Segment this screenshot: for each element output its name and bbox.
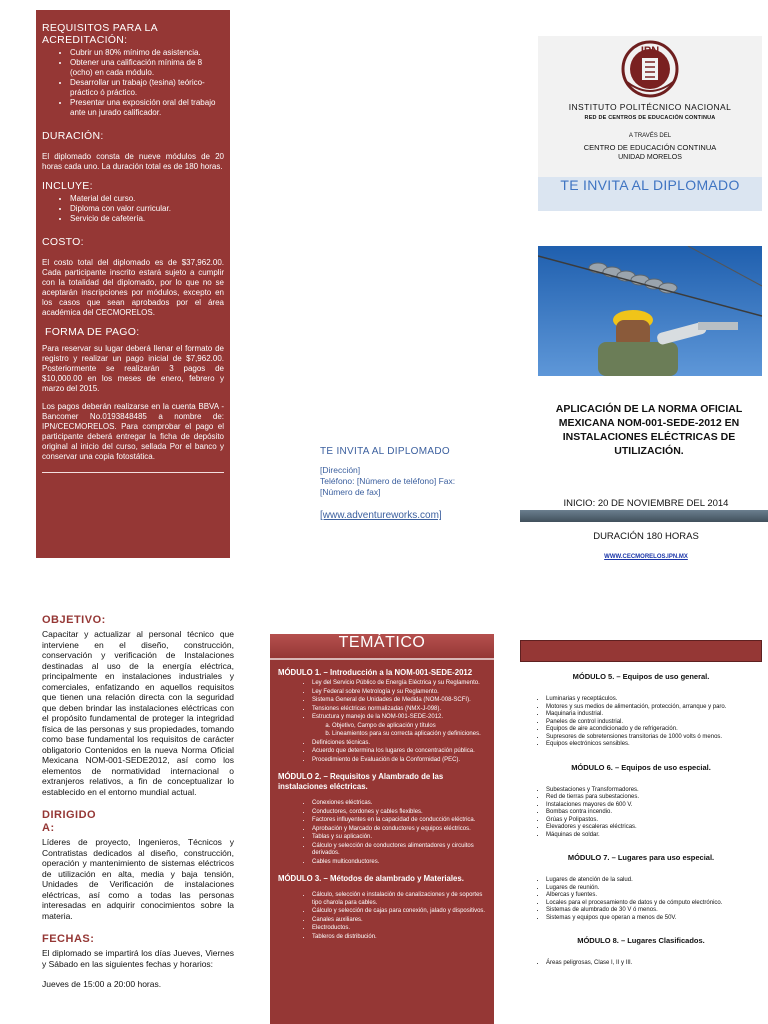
list-item: • Tablas y su aplicación. — [312, 834, 486, 842]
list-item: • Conductores, cordones y cables flexibles. — [312, 809, 486, 817]
network-name: RED DE CENTROS DE EDUCACIÓN CONTINUA — [584, 115, 716, 121]
module-5-title: MÓDULO 5. – Equipos de uso general. — [572, 672, 710, 681]
list-item: • Conexiones eléctricas. — [312, 800, 486, 808]
list-item: • Aprobación y Marcado de conductores y equipos eléctricos. — [312, 826, 486, 834]
list-item: a. Objetivo, Campo de aplicación y títulos — [332, 723, 486, 731]
address-placeholder: [Dirección] — [320, 465, 361, 475]
website-link-cecmorelos[interactable]: WWW.CECMORELOS.IPN.MX — [604, 554, 688, 560]
list-item: • Instalaciones mayores de 600 V. — [546, 802, 762, 810]
module-7-title: MÓDULO 7. – Lugares para uso especial. — [567, 853, 715, 862]
invite-banner: TE INVITA AL DIPLOMADO — [538, 177, 762, 211]
syllabus-panel — [270, 634, 494, 1024]
institute-header — [538, 36, 762, 211]
list-item: • Grúas y Polipastos. — [546, 817, 762, 825]
divider — [42, 472, 224, 473]
list-item: • Luminarias y receptáculos. — [546, 696, 762, 704]
objetivo-heading: OBJETIVO: — [42, 614, 106, 626]
list-item: • Paneles de control industrial. — [546, 719, 762, 727]
list-item: • Elevadores y escaleras eléctricas. — [546, 824, 762, 832]
requirements-panel — [36, 10, 230, 558]
horario-text: Jueves de 15:00 a 20:00 horas. — [42, 979, 162, 989]
start-date-text: INICIO: 20 DE NOVIEMBRE DEL 2014 — [563, 498, 729, 509]
requisitos-list — [42, 48, 224, 118]
objetivo-text: Capacitar y actualizar al personal técnico que interviene en el diseño, construcción, conservación y verificación de Instalaciones destinadas al uso de la energía eléctrica, principalmente en instalaciones industriales y comerciales, enfatizando en aquellos requisitos que tienen una relación directa con la seguridad que deben brindar las instalaciones eléctricas con el propósito fundamental de proteger la integridad física de las personas y sus propiedades, tomando como base fundamental los requisitos de carácter obligatorio Contenidos en la nueva Norma Oficial Mexicana NOM-001-SEDE2012, así como los elementos de normatividad internacional o extranjeros relativos, a fin de conceptualizar lo establecido en el entorno mundial actual. — [42, 629, 234, 797]
list-item: • Motores y sus medios de alimentación, protección, arranque y paro. — [546, 704, 762, 712]
list-item-text: Estructura y manejo de la NOM-001-SEDE-2012. — [312, 714, 444, 720]
list-item: • Factores influyentes en la capacidad de conducción eléctrica. — [312, 817, 486, 825]
duracion-heading: DURACIÓN: — [42, 130, 104, 142]
dirigido-heading: DIRIGIDO A: — [42, 809, 97, 834]
contact-invite: TE INVITA AL DIPLOMADO — [320, 446, 450, 457]
list-item: • Máquinas de soldar. — [546, 832, 762, 840]
list-item: • Sistemas de alumbrado de 30 V ó menos. — [546, 907, 762, 915]
list-item: • Cables multiconductores. — [312, 859, 486, 867]
start-date — [528, 498, 764, 509]
module-3-title: MÓDULO 3. – Métodos de alambrado y Materiales. — [278, 874, 464, 883]
course-title: APLICACIÓN DE LA NORMA OFICIAL MEXICANA NOM-001-SEDE-2012 EN INSTALACIONES ELÉCTRICAS DE UTILIZACIÓN. — [555, 403, 743, 457]
module-3-list — [270, 892, 494, 941]
unit-name: UNIDAD MORELOS — [618, 154, 682, 161]
module-8-title: MÓDULO 8. – Lugares Clasificados. — [577, 936, 705, 945]
module-2-list — [270, 800, 494, 866]
list-item: • Obtener una calificación mínima de 8 (ocho) en cada módulo. — [70, 58, 224, 78]
list-item: • Cálculo y selección de conductores alimentadores y circuitos derivados. — [312, 843, 486, 858]
phone-placeholder: Teléfono: [Número de teléfono] Fax: [Número de fax] — [320, 476, 456, 497]
module-2-title: MÓDULO 2. – Requisitos y Alambrado de las instalaciones eléctricas. — [278, 772, 444, 791]
requisitos-heading: REQUISITOS PARA LA ACREDITACIÓN: — [42, 22, 158, 46]
list-item: • Cálculo y selección de cajas para conexión, jalado y dispositivos. — [312, 908, 486, 916]
modules-column — [520, 640, 762, 968]
modules-header-bar — [520, 640, 762, 662]
list-item: • Bombas contra incendio. — [546, 809, 762, 817]
fechas-text: El diplomado se impartirá los días Jueves, Viernes y Sábado en las siguientes fechas y horarios: — [42, 948, 234, 969]
module-5-list — [520, 696, 762, 749]
module-7-list — [520, 877, 762, 922]
list-item: • Tableros de distribución. — [312, 934, 486, 942]
list-item: • Material del curso. — [70, 194, 224, 204]
ipn-logo — [619, 38, 681, 98]
list-item: • Desarrollar un trabajo (tesina) teórico-práctico ó práctico. — [70, 78, 224, 98]
list-item: • Cubrir un 80% mínimo de asistencia. — [70, 48, 224, 58]
module-1-sublist — [312, 723, 486, 739]
list-item: • Cálculo, selección e instalación de canalizaciones y de soportes tipo charola para cables. — [312, 892, 486, 907]
list-item: • Equipos electrónicos sensibles. — [546, 741, 762, 749]
center-name: CENTRO DE EDUCACIÓN CONTINUA — [583, 143, 717, 152]
list-item: • Ley Federal sobre Metrología y su Reglamento. — [312, 689, 486, 697]
module-6-title: MÓDULO 6. – Equipos de uso especial. — [571, 762, 711, 772]
lineman-photo — [538, 246, 762, 376]
incluye-heading: INCLUYE: — [42, 180, 93, 192]
fechas-heading: FECHAS: — [42, 933, 95, 945]
contact-block — [320, 446, 480, 521]
duration-text: DURACIÓN 180 HORAS — [593, 531, 699, 542]
list-item: • Electroductos. — [312, 925, 486, 933]
logo-text: IPN — [640, 45, 660, 57]
module-6-list — [520, 787, 762, 840]
list-item: • Albercas y fuentes. — [546, 892, 762, 900]
list-item: • Locales para el procesamiento de datos y de cómputo electrónico. — [546, 900, 762, 908]
list-item: • Procedimiento de Evaluación de la Conformidad (PEC). — [312, 757, 486, 765]
costo-text: El costo total del diplomado es de $37,962.00. Cada participante inscrito estará sujeto a cumplir con la totalidad del diplomado, por lo que no se aceptarán inscripciones por módulos, excepto en los casos que sean aprobados por el área académica del CECMORELOS. — [42, 258, 224, 317]
list-item: • Acuerdo que determina los lugares de concentración pública. — [312, 748, 486, 756]
module-1-title: MÓDULO 1. – Introducción a la NOM-001-SEDE-2012 — [278, 668, 473, 677]
incluye-list — [42, 194, 224, 224]
list-item: • Tensiones eléctricas normalizadas (NMX-J-098). — [312, 706, 486, 714]
list-item: • Lugares de reunión. — [546, 885, 762, 893]
list-item: • Equipos de aire acondicionado y de refrigeración. — [546, 726, 762, 734]
decorative-ribbon — [520, 510, 768, 522]
pago-text-2: Los pagos deberán realizarse en la cuenta BBVA - Bancomer No.0193848485 a nombre de: IPN/CECMORELOS. Para comprobar el pago el participante deberá entregar la ficha de depósito original al inicio del curso, sellada Por el banco y conservar una copia fotostática. — [42, 402, 224, 461]
list-item: • Sistemas y equipos que operan a menos de 50V. — [546, 915, 762, 923]
pago-heading: FORMA DE PAGO: — [45, 326, 140, 338]
info-column — [42, 614, 234, 990]
list-item: • Servicio de cafetería. — [70, 214, 224, 224]
module-8-list — [520, 960, 762, 968]
list-item: • Sistema General de Unidades de Medida (NOM-008-SCFI). — [312, 697, 486, 705]
list-item: • Definiciones técnicas. — [312, 740, 486, 748]
through-text: A TRAVÉS DEL — [628, 133, 672, 139]
list-item: • Subestaciones y Transformadores. — [546, 787, 762, 795]
list-item — [312, 714, 486, 739]
list-item: b. Lineamientos para su correcta aplicación y definiciones. — [332, 731, 486, 739]
list-item: • Red de tierras para subestaciones. — [546, 794, 762, 802]
list-item: • Maquinaria industrial. — [546, 711, 762, 719]
syllabus-heading: TEMÁTICO — [270, 634, 494, 660]
list-item: • Presentar una exposición oral del trabajo ante un jurado calificador. — [70, 98, 224, 118]
list-item: • Ley del Servicio Público de Energía Eléctrica y su Reglamento. — [312, 680, 486, 688]
institute-name: INSTITUTO POLITÉCNICO NACIONAL — [568, 102, 732, 112]
list-item: • Diploma con valor curricular. — [70, 204, 224, 214]
costo-heading: COSTO: — [42, 236, 84, 248]
list-item: • Canales auxiliares. — [312, 917, 486, 925]
list-item: • Áreas peligrosas, Clase I, II y III. — [546, 960, 762, 968]
duracion-text: El diplomado consta de nueve módulos de 20 horas cada uno. La duración total es de 180 horas. — [42, 152, 224, 171]
dirigido-text: Líderes de proyecto, Ingenieros, Técnicos y Contratistas dedicados al diseño, construcción, operación y mantenimiento de sistemas eléctricos de utilización en alta, media y baja tensión, Unidades de Verificación de instalaciones eléctricas, así como a todas las personas interesadas en adquirir conocimientos sobre la materia. — [42, 837, 234, 921]
pago-text-1: Para reservar su lugar deberá llenar el formato de registro y realizar un pago inicial de $7,962.00. Posteriormente se realizarán 3 pagos de $10,000.00 en los meses de enero, febrero y marzo del 2015. — [42, 344, 224, 393]
list-item: • Supresores de sobretensiones transitorias de 1000 volts ó menos. — [546, 734, 762, 742]
list-item: • Lugares de atención de la salud. — [546, 877, 762, 885]
module-1-list — [270, 680, 494, 764]
website-link[interactable]: [www.adventureworks.com] — [320, 510, 442, 521]
